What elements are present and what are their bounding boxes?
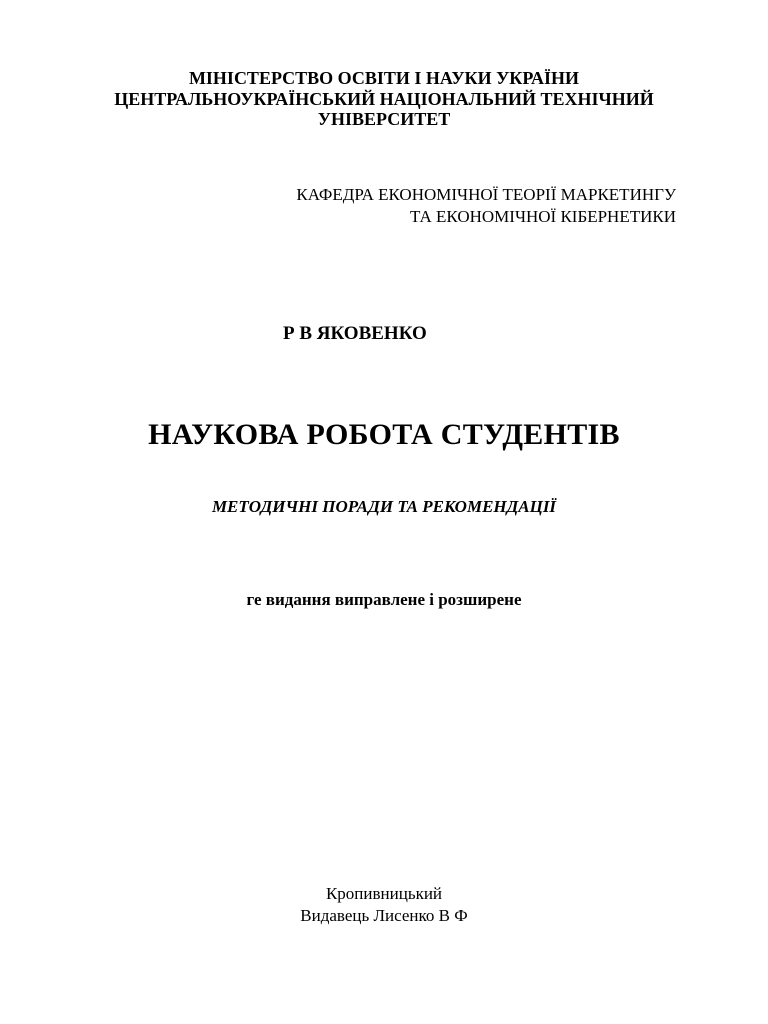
university-name-line-2: УНІВЕРСИТЕТ — [317, 109, 451, 129]
document-subtitle: МЕТОДИЧНІ ПОРАДИ ТА РЕКОМЕНДАЦІЇ — [211, 497, 557, 516]
department-name-line-2: ТА ЕКОНОМІЧНОЇ КІБЕРНЕТИКИ — [409, 207, 676, 226]
author-name: Р В ЯКОВЕНКО — [283, 323, 427, 344]
department-name-line-1: КАФЕДРА ЕКОНОМІЧНОЇ ТЕОРІЇ МАРКЕТИНГУ — [296, 185, 676, 204]
imprint-city: Кропивницький — [325, 884, 443, 903]
edition-note: ге видання виправлене і розширене — [246, 590, 522, 609]
imprint-publisher: Видавець Лисенко В Ф — [300, 906, 468, 925]
document-title: НАУКОВА РОБОТА СТУДЕНТІВ — [148, 418, 620, 451]
ministry-name: МІНІСТЕРСТВО ОСВІТИ І НАУКИ УКРАЇНИ — [188, 68, 580, 88]
university-name-line-1: ЦЕНТРАЛЬНОУКРАЇНСЬКИЙ НАЦІОНАЛЬНИЙ ТЕХНІЧНИЙ — [114, 89, 654, 109]
